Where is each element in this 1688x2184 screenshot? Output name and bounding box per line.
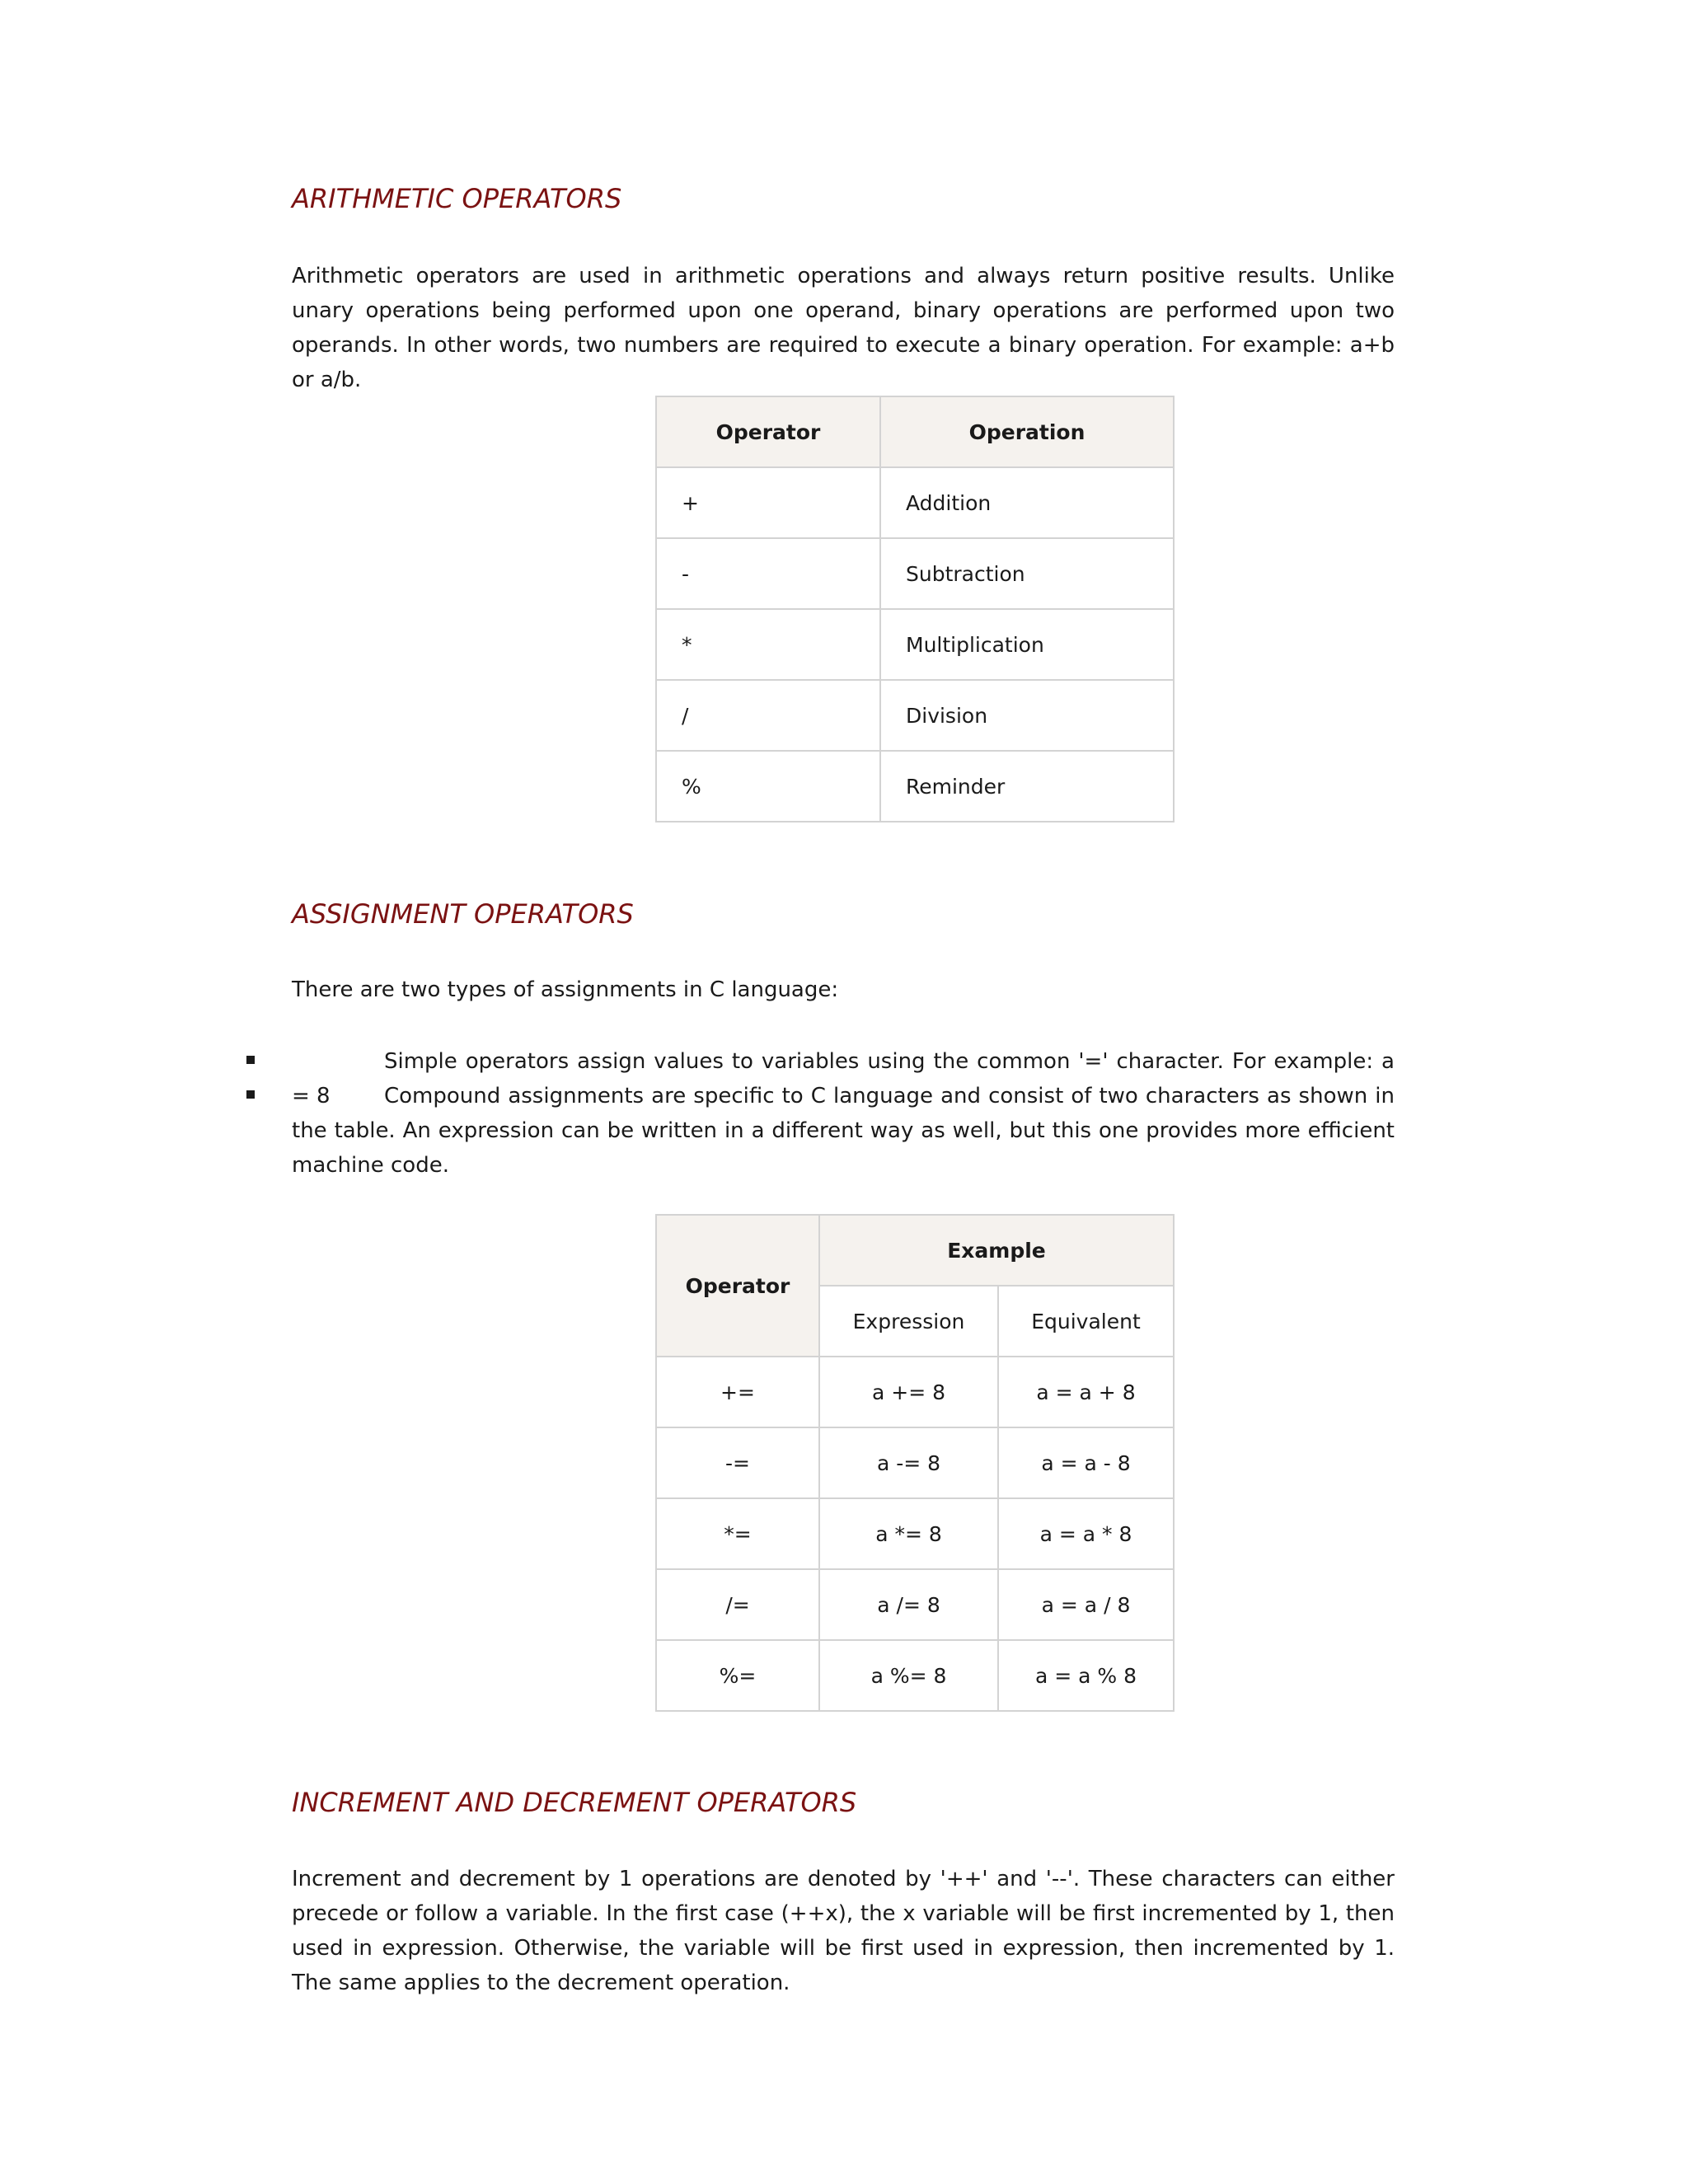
assignment-table xyxy=(655,1214,1175,1712)
table-row xyxy=(656,609,1174,680)
table-row xyxy=(656,538,1174,609)
table-cell-operation: Division xyxy=(880,680,1174,751)
table-row xyxy=(656,1498,1174,1569)
table-cell-operator: + xyxy=(656,467,880,538)
table-subheader-equivalent: Equivalent xyxy=(998,1286,1174,1357)
bullet-item-simple: Simple operators assign values to variables using the common '=' character. For example: a = 8 xyxy=(292,1049,1395,1108)
table-header-operation: Operation xyxy=(880,396,1174,467)
table-cell-operator: -= xyxy=(656,1427,819,1498)
table-cell-expression: a /= 8 xyxy=(819,1569,998,1640)
increment-heading: INCREMENT AND DECREMENT OPERATORS xyxy=(292,1787,857,1818)
assignment-intro: There are two types of assignments in C language: xyxy=(292,977,839,1002)
table-header-operator: Operator xyxy=(656,1215,819,1357)
increment-paragraph: Increment and decrement by 1 operations are denoted by '++' and '--'. These characters can either precede or follow a variable. In the first case (++x), the x variable will be first incremented by 1, then used in expression. Otherwise, the variable will be first used in expression, then incremented by 1. The same applies to the decrement operation. xyxy=(292,1867,1395,1995)
table-header-row xyxy=(656,1215,1174,1286)
arithmetic-paragraph: Arithmetic operators are used in arithmetic operations and always return positive results. Unlike unary operations being performed upon one operand, binary operations are performed upon two operands. In other words, two numbers are required to execute a binary operation. For example: a+b or a/b. xyxy=(292,264,1395,392)
table-cell-operator: *= xyxy=(656,1498,819,1569)
table-cell-expression: a %= 8 xyxy=(819,1640,998,1711)
table-subheader-expression: Expression xyxy=(819,1286,998,1357)
table-cell-operator: - xyxy=(656,538,880,609)
assignment-heading: ASSIGNMENT OPERATORS xyxy=(292,898,634,930)
table-cell-operator: / xyxy=(656,680,880,751)
table-cell-operator: * xyxy=(656,609,880,680)
table-header-operator: Operator xyxy=(656,396,880,467)
table-cell-expression: a += 8 xyxy=(819,1357,998,1427)
table-cell-operator: /= xyxy=(656,1569,819,1640)
table-row xyxy=(656,1640,1174,1711)
table-cell-operator: += xyxy=(656,1357,819,1427)
table-row xyxy=(656,1427,1174,1498)
table-cell-operation: Subtraction xyxy=(880,538,1174,609)
table-cell-expression: a -= 8 xyxy=(819,1427,998,1498)
table-row xyxy=(656,751,1174,822)
table-cell-operation: Reminder xyxy=(880,751,1174,822)
table-cell-operator: % xyxy=(656,751,880,822)
table-cell-operator: %= xyxy=(656,1640,819,1711)
table-header-example: Example xyxy=(819,1215,1174,1286)
table-row xyxy=(656,1357,1174,1427)
bullet-marker xyxy=(246,1090,255,1099)
table-row xyxy=(656,1569,1174,1640)
table-cell-operation: Addition xyxy=(880,467,1174,538)
table-row xyxy=(656,680,1174,751)
bullet-marker xyxy=(246,1056,255,1064)
table-header-row xyxy=(656,396,1174,467)
table-row xyxy=(656,467,1174,538)
table-cell-equivalent: a = a - 8 xyxy=(998,1427,1174,1498)
table-cell-expression: a *= 8 xyxy=(819,1498,998,1569)
table-cell-operation: Multiplication xyxy=(880,609,1174,680)
bullet-item-compound: Compound assignments are specific to C language and consist of two characters as shown in the table. An expression can be written in a different way as well, but this one provides more efficient machine code. xyxy=(292,1084,1395,1178)
arithmetic-table xyxy=(655,396,1175,823)
table-cell-equivalent: a = a + 8 xyxy=(998,1357,1174,1427)
table-cell-equivalent: a = a * 8 xyxy=(998,1498,1174,1569)
table-cell-equivalent: a = a % 8 xyxy=(998,1640,1174,1711)
arithmetic-heading: ARITHMETIC OPERATORS xyxy=(292,183,622,214)
table-cell-equivalent: a = a / 8 xyxy=(998,1569,1174,1640)
